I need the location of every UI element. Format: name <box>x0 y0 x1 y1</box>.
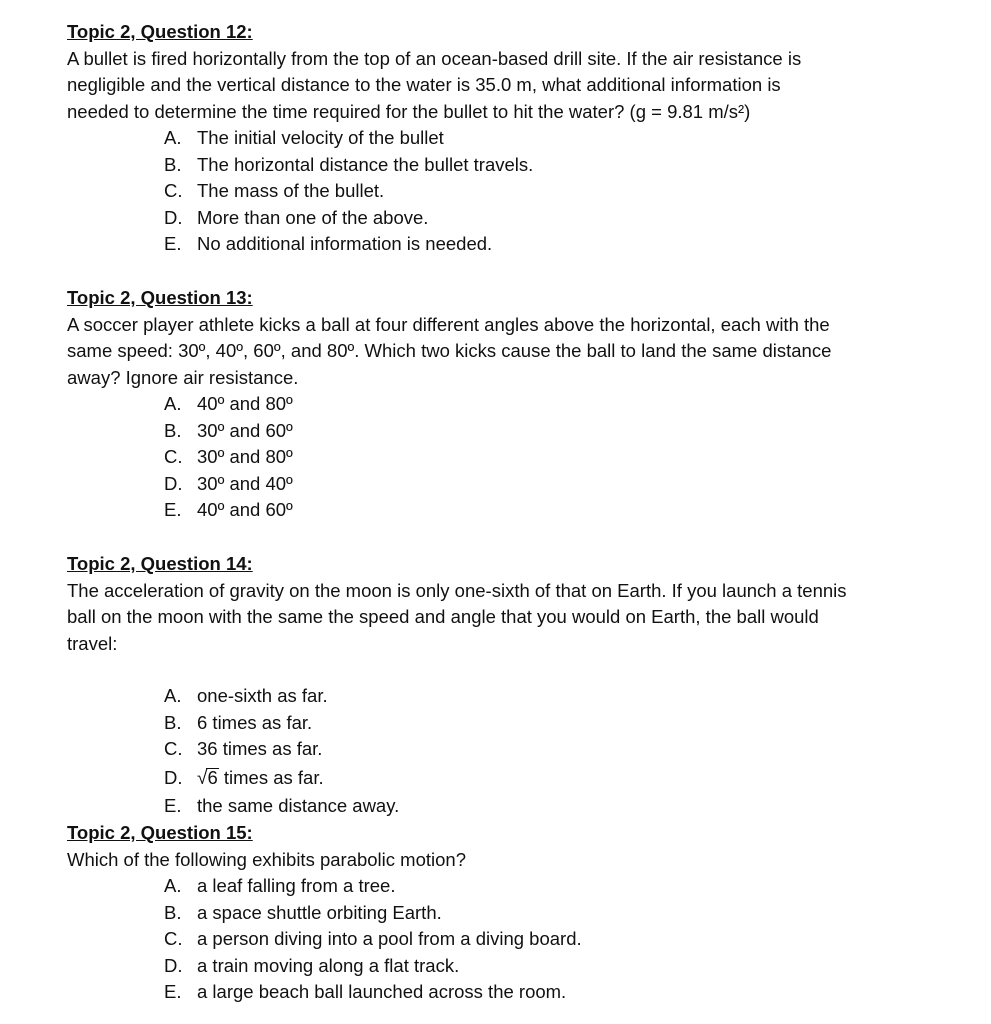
option-text: The horizontal distance the bullet travels. <box>197 153 534 175</box>
option-letter: E. <box>164 499 182 520</box>
radicand: 6 <box>207 766 218 788</box>
answer-option <box>164 873 927 900</box>
option-text: a large beach ball launched across the room. <box>197 981 567 1002</box>
option-letter: C. <box>164 928 183 949</box>
question-text-line: same speed: 30º, 40º, 60º, and 80º. Which two kicks cause the ball to land the same distance <box>67 340 832 361</box>
answer-option <box>164 205 927 232</box>
question-14 <box>67 551 927 819</box>
option-text: the same distance away. <box>197 794 400 816</box>
option-letter: E. <box>164 794 182 816</box>
option-letter: D. <box>164 472 183 494</box>
option-text-with-root <box>197 763 324 793</box>
radical-sign-icon: √ <box>197 767 208 789</box>
option-letter: B. <box>164 901 182 923</box>
option-letter: B. <box>164 153 182 175</box>
option-text: a person diving into a pool from a diving board. <box>197 928 582 949</box>
option-text: 40º and 80º <box>197 393 293 414</box>
answer-option <box>164 736 927 763</box>
answer-option <box>164 471 927 498</box>
answer-option <box>164 125 927 152</box>
option-letter: C. <box>164 446 183 467</box>
option-text: a train moving along a flat track. <box>197 954 460 976</box>
question-text-line: negligible and the vertical distance to the water is 35.0 m, what additional information is <box>67 74 781 95</box>
option-text: The initial velocity of the bullet <box>197 127 444 148</box>
option-text: 6 times as far. <box>197 711 313 733</box>
option-letter: B. <box>164 711 182 733</box>
question-text-line: away? Ignore air resistance. <box>67 366 299 388</box>
question-title: Topic 2, Question 13: <box>67 287 253 308</box>
question-13 <box>67 285 927 524</box>
answer-option <box>164 926 927 953</box>
question-text-line: The acceleration of gravity on the moon is only one-sixth of that on Earth. If you launch a tennis <box>67 579 847 601</box>
question-text-line: A bullet is fired horizontally from the top of an ocean-based drill site. If the air resistance is <box>67 47 802 69</box>
option-text: 30º and 60º <box>197 419 293 441</box>
option-text: a leaf falling from a tree. <box>197 875 396 896</box>
option-letter: D. <box>164 766 183 788</box>
option-letter: B. <box>164 419 182 441</box>
answer-option <box>164 418 927 445</box>
option-text: The mass of the bullet. <box>197 180 385 201</box>
option-text: a space shuttle orbiting Earth. <box>197 901 442 923</box>
question-title: Topic 2, Question 15: <box>67 822 253 843</box>
question-title: Topic 2, Question 14: <box>67 553 253 574</box>
option-letter: E. <box>164 981 182 1002</box>
option-letter: A. <box>164 127 182 148</box>
option-letter: D. <box>164 954 183 976</box>
answer-option <box>164 391 927 418</box>
answer-options <box>164 391 927 524</box>
option-letter: A. <box>164 875 182 896</box>
answer-options <box>164 683 927 819</box>
answer-option <box>164 979 927 1006</box>
option-text: 30º and 80º <box>197 446 293 467</box>
option-letter: E. <box>164 233 182 254</box>
option-letter: D. <box>164 206 183 228</box>
option-text: one-sixth as far. <box>197 685 328 706</box>
answer-option <box>164 793 927 820</box>
question-15 <box>67 820 927 1006</box>
option-text: 36 times as far. <box>197 738 323 759</box>
question-12 <box>67 19 927 258</box>
answer-option <box>164 497 927 524</box>
option-letter: A. <box>164 393 182 414</box>
question-text-line: A soccer player athlete kicks a ball at four different angles above the horizontal, each with the <box>67 313 830 335</box>
option-letter: A. <box>164 685 182 706</box>
answer-option <box>164 763 927 793</box>
option-text: More than one of the above. <box>197 206 429 228</box>
answer-options <box>164 873 927 1006</box>
answer-option <box>164 953 927 980</box>
answer-options <box>164 125 927 258</box>
option-text: No additional information is needed. <box>197 233 493 254</box>
question-text-line: travel: <box>67 632 118 654</box>
question-title: Topic 2, Question 12: <box>67 21 253 42</box>
question-text-line: needed to determine the time required for the bullet to hit the water? (g = 9.81 m/s²) <box>67 100 751 122</box>
question-text-line: Which of the following exhibits parabolic motion? <box>67 848 466 870</box>
answer-option <box>164 710 927 737</box>
answer-option <box>164 231 927 258</box>
option-text: 40º and 60º <box>197 499 293 520</box>
option-text: times as far. <box>218 766 324 788</box>
answer-option <box>164 900 927 927</box>
answer-option <box>164 683 927 710</box>
option-letter: C. <box>164 738 183 759</box>
answer-option <box>164 152 927 179</box>
question-text-line: ball on the moon with the same the speed and angle that you would on Earth, the ball would <box>67 606 819 627</box>
option-letter: C. <box>164 180 183 201</box>
square-root-expression <box>197 763 219 794</box>
answer-option <box>164 444 927 471</box>
option-text: 30º and 40º <box>197 472 293 494</box>
answer-option <box>164 178 927 205</box>
